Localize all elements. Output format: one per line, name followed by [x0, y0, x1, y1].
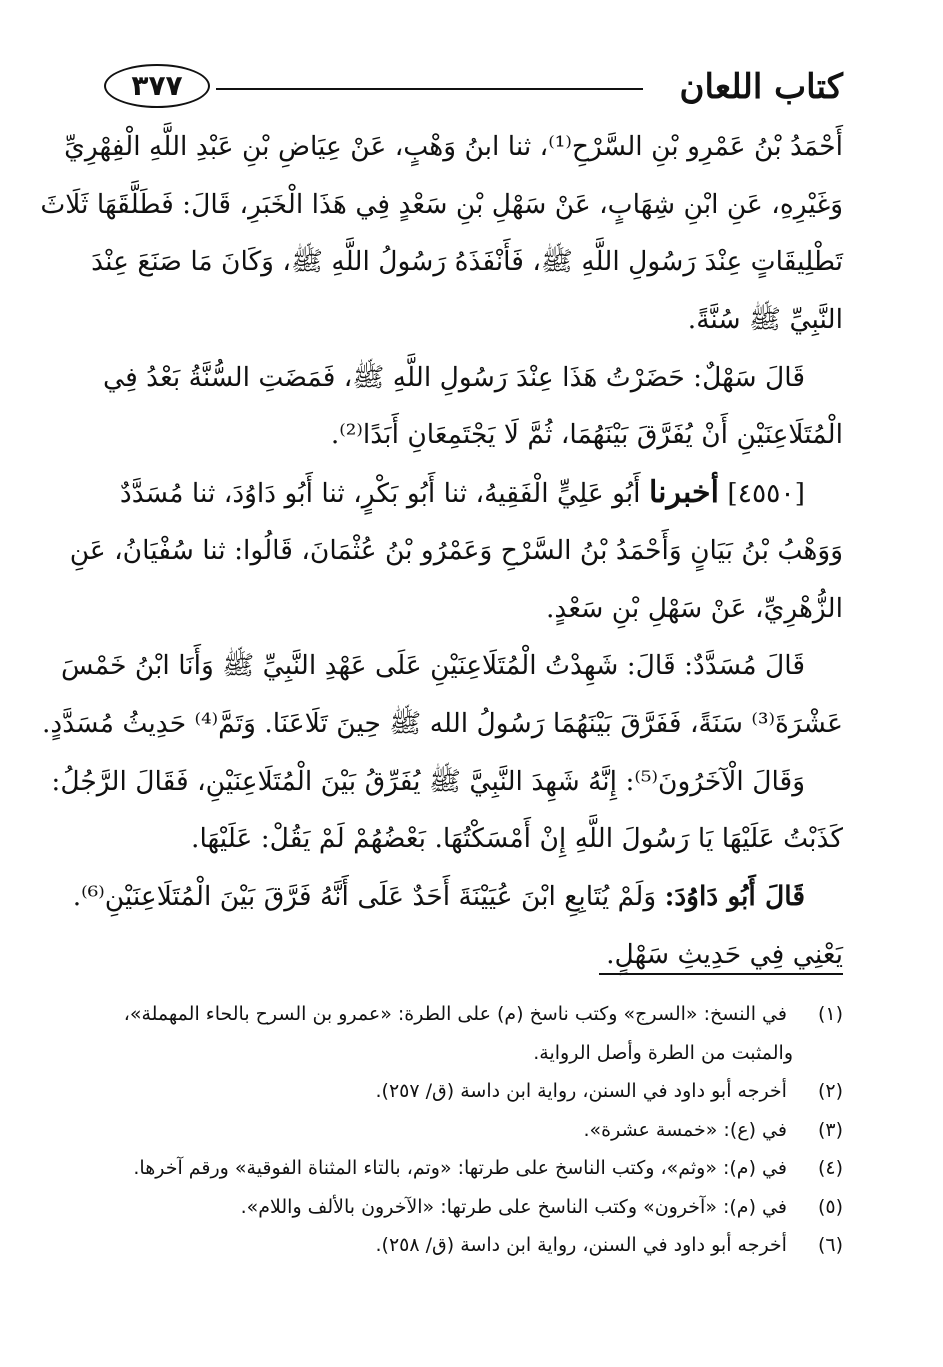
footnote-item: (٣) في (ع): «خمسة عشرة».: [583, 1118, 843, 1141]
hadith-start-line: [104, 464, 843, 522]
text-line: وَوَهْبُ بْنُ بَيَانٍ وَأَحْمَدُ بْنُ السَّرْحِ وَعَمْرُو بْنُ عُثْمَانَ، قَالُوا: ثنا سُفْيَانُ، عَنِ: [69, 534, 843, 566]
footnote-item: (٥) في (م): «آخرون» وكتب الناسخ على طرتها: «الآخرون بالألف واللام».: [240, 1195, 843, 1218]
footnote-item: (٤) في (م): «وثم»، وكتب الناسخ على طرتها: «وتم، بالتاء المثناة الفوقية» ورقم آخرها.: [133, 1157, 843, 1179]
footnote-continuation: والمثبت من الطرة وأصل الرواية.: [533, 1041, 793, 1064]
text-line: قَالَ سَهْلٌ: حَضَرْتُ هَذَا عِنْدَ رَسُولِ اللَّهِ ﷺ، فَمَضَتِ السُّنَّةُ بَعْدُ فِي: [103, 361, 805, 393]
text-line: يَعْنِي فِي حَدِيثِ سَهْلٍ.: [606, 938, 843, 970]
text-line: وَقَالَ الْآخَرُونَ⁽⁵⁾: إِنَّهُ شَهِدَ النَّبِيَّ ﷺ يُفَرِّقُ بَيْنَ الْمُتَلَاعِنَيْنِ، فَقَالَ الرَّجُلُ:: [51, 765, 805, 797]
text-line: أَحْمَدُ بْنُ عَمْرِو بْنِ السَّرْحِ⁽¹⁾، ثنا ابنُ وَهْبٍ، عَنْ عِيَاضِ بْنِ عَبْدِ اللَّهِ الْفِهْرِيِّ: [64, 131, 843, 162]
main-text: [40, 118, 843, 983]
hadith-number: [٤٥٥٠]: [727, 478, 805, 510]
text-line: كَذَبْتُ عَلَيْهَا يَا رَسُولَ اللَّهِ إِنْ أَمْسَكْتُهَا. بَعْضُهُمْ لَمْ يَقُلْ: عَلَيْهَا.: [191, 823, 843, 855]
text-line: قَالَ مُسَدَّدٌ: قَالَ: شَهِدْتُ الْمُتَلَاعِنَيْنِ عَلَى عَهْدِ النَّبِيِّ ﷺ وَأَنَا ابْنُ خَمْسَ: [60, 650, 805, 682]
text-line: تَطْلِيقَاتٍ عِنْدَ رَسُولِ اللَّهِ ﷺ، فَأَنْفَذَهُ رَسُولُ اللَّهِ ﷺ، وَكَانَ مَا صَنَعَ عِنْدَ: [91, 246, 843, 278]
footnote-item: (٦) أخرجه أبو داود في السنن، رواية ابن داسة (ق/ ٢٥٨).: [375, 1234, 843, 1256]
text-line: وَلَمْ يُتَابِعِ ابْنَ عُيَيْنَةَ أَحَدٌ عَلَى أَنَّهُ فَرَّقَ بَيْنَ الْمُتَلَاعِنَيْنِ⁽⁶⁾.: [72, 880, 657, 912]
header-rule: [216, 88, 643, 90]
page-number-badge: ٣٧٧: [104, 64, 210, 108]
abu-dawud-label: قَالَ أَبُو دَاوُدَ:: [664, 880, 805, 912]
footnote-item: (٢) أخرجه أبو داود في السنن، رواية ابن داسة (ق/ ٢٥٧).: [375, 1080, 843, 1102]
footnote-item: (١) في النسخ: «السرج» وكتب ناسخ (م) على الطرة: «عمرو بن السرح بالحاء المهملة»،: [123, 1003, 843, 1025]
chapter-title: كتاب اللعان: [679, 67, 843, 107]
abu-dawud-line: [72, 868, 843, 926]
text-line: عَشْرَةَ⁽³⁾ سَنَةً، فَفَرَّقَ بَيْنَهُمَا رَسُولُ الله ﷺ حِينَ تَلَاعَنَا. وَتَمَّ⁽⁴⁾ حَدِيثُ مُسَدَّدٍ.: [42, 707, 843, 739]
footnotes: [104, 995, 843, 1265]
page-header: [104, 62, 843, 112]
footnote-divider: [599, 973, 843, 975]
text-line: الْمُتَلَاعِنَيْنِ أَنْ يُفَرَّقَ بَيْنَهُمَا، ثُمَّ لَا يَجْتَمِعَانِ أَبَدًا⁽²⁾.: [330, 419, 843, 451]
akhbarana-label: أخبرنا: [648, 475, 719, 511]
text-line: أَبُو عَلِيٍّ الْفَقِيهُ، ثنا أَبُو بَكْرٍ، ثنا أَبُو دَاوُدَ، ثنا مُسَدَّدٌ: [119, 478, 641, 510]
text-line: النَّبِيِّ ﷺ سُنَّةً.: [687, 304, 843, 336]
text-line: وَغَيْرِهِ، عَنِ ابْنِ شِهَابٍ، عَنْ سَهْلِ بْنِ سَعْدٍ فِي هَذَا الْخَبَرِ، قَالَ: فَطَلَّقَهَا ثَلَاثَ: [40, 188, 843, 220]
text-line: الزُّهْرِيِّ، عَنْ سَهْلِ بْنِ سَعْدٍ.: [546, 592, 843, 624]
